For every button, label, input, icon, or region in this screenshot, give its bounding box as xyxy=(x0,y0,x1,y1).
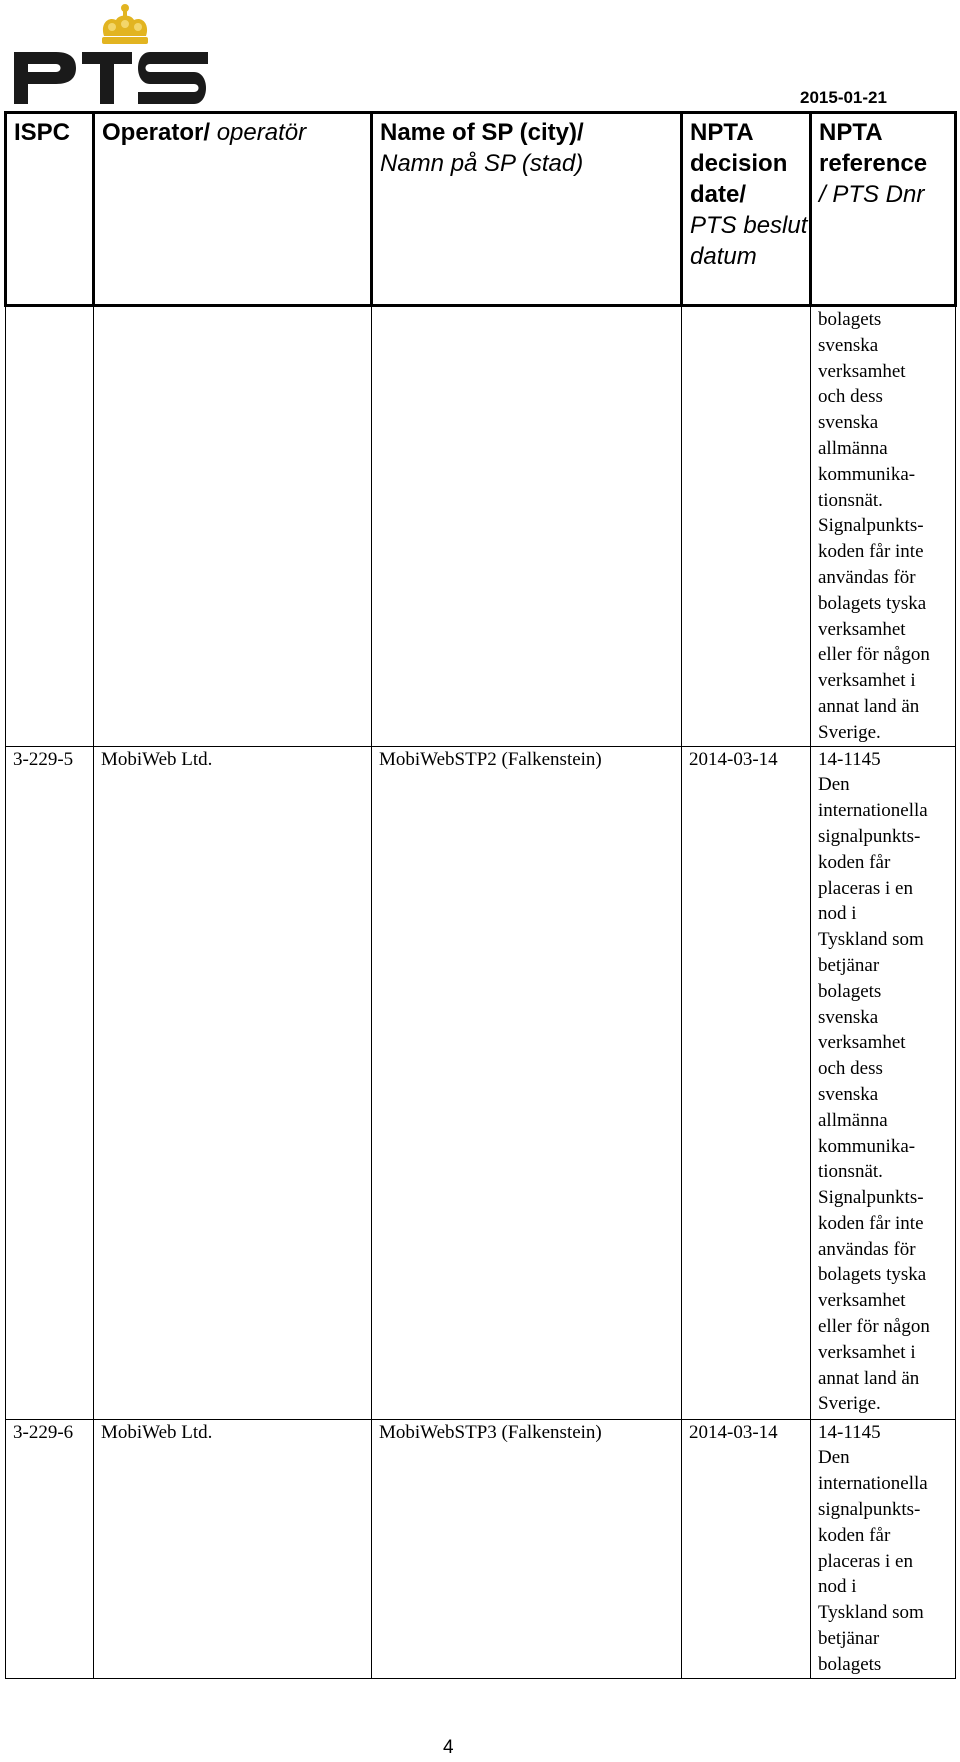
document-date: 2015-01-21 xyxy=(800,88,887,107)
table-row xyxy=(6,746,956,1419)
reference-line: koden får inte xyxy=(818,1212,924,1234)
reference-line: nod i xyxy=(818,903,857,925)
reference-line: tionsnät. xyxy=(818,489,883,511)
reference-line: eller för någon xyxy=(818,1316,930,1338)
reference-line: verksamhet i xyxy=(818,670,916,692)
reference-line: verksamhet xyxy=(818,360,906,382)
reference-line: svenska xyxy=(818,412,879,434)
reference-line: betjänar xyxy=(818,954,880,976)
decision-date-cell xyxy=(682,306,811,747)
column-header-operator: Operator/ operatör xyxy=(94,113,372,306)
reference-cell xyxy=(811,746,956,1419)
ispc-cell: 3-229-5 xyxy=(6,746,94,1419)
ispc-cell xyxy=(6,306,94,747)
reference-line: internationella xyxy=(818,1473,928,1495)
reference-line: användas för xyxy=(818,1238,916,1260)
reference-line: annat land än xyxy=(818,1367,920,1389)
reference-line: allmänna xyxy=(818,437,888,459)
reference-line: 14-1145 xyxy=(818,1421,881,1443)
reference-line: annat land än xyxy=(818,695,920,717)
reference-line: svenska xyxy=(818,334,879,356)
reference-line: signalpunkts- xyxy=(818,1498,921,1520)
reference-line: Tyskland som xyxy=(818,1602,924,1624)
column-header-sp-name: Name of SP (city)/ Namn på SP (stad) xyxy=(372,113,682,306)
reference-line: Signalpunkts- xyxy=(818,1187,924,1209)
reference-line: koden får xyxy=(818,851,891,873)
reference-line: placeras i en xyxy=(818,1550,913,1572)
ispc-cell: 3-229-6 xyxy=(6,1419,94,1678)
reference-line: verksamhet xyxy=(818,1032,906,1054)
reference-line: betjänar xyxy=(818,1627,880,1649)
reference-line: bolagets tyska xyxy=(818,592,927,614)
column-header-decision-date: NPTA decision date/ PTS beslut datum xyxy=(682,113,811,306)
operator-cell: MobiWeb Ltd. xyxy=(94,1419,372,1678)
reference-line: kommunika- xyxy=(818,1135,916,1157)
decision-date-cell: 2014-03-14 xyxy=(682,1419,811,1678)
ispc-table xyxy=(4,111,957,1679)
column-header-ispc: ISPC xyxy=(6,113,94,306)
reference-line: koden får inte xyxy=(818,541,924,563)
table-header-row xyxy=(6,113,956,306)
page-number: 4 xyxy=(443,1737,454,1758)
reference-line: nod i xyxy=(818,1576,857,1598)
reference-line: Signalpunkts- xyxy=(818,515,924,537)
reference-line: verksamhet xyxy=(818,1290,906,1312)
reference-line: verksamhet i xyxy=(818,1341,916,1363)
reference-line: svenska xyxy=(818,1083,879,1105)
pts-crown-logo-icon xyxy=(12,2,210,108)
reference-line: verksamhet xyxy=(818,618,906,640)
sp-name-cell: MobiWebSTP2 (Falkenstein) xyxy=(372,746,682,1419)
table-body xyxy=(6,306,956,1679)
reference-cell xyxy=(811,306,956,747)
operator-cell xyxy=(94,306,372,747)
reference-line: bolagets xyxy=(818,309,882,330)
reference-line: 14-1145 xyxy=(818,748,881,770)
reference-line: och dess xyxy=(818,1058,883,1080)
reference-line: Tyskland som xyxy=(818,929,924,951)
reference-line: allmänna xyxy=(818,1109,888,1131)
sp-name-cell xyxy=(372,306,682,747)
reference-line: internationella xyxy=(818,800,928,822)
table-row xyxy=(6,306,956,747)
reference-line: eller för någon xyxy=(818,644,930,666)
reference-line: koden får xyxy=(818,1524,891,1546)
reference-line: bolagets xyxy=(818,1653,882,1675)
reference-line: bolagets tyska xyxy=(818,1264,927,1286)
reference-line: Den xyxy=(818,1447,850,1469)
reference-line: placeras i en xyxy=(818,877,913,899)
decision-date-cell: 2014-03-14 xyxy=(682,746,811,1419)
reference-line: bolagets xyxy=(818,980,882,1002)
reference-line: tionsnät. xyxy=(818,1161,883,1183)
reference-line: användas för xyxy=(818,566,916,588)
table-row xyxy=(6,1419,956,1678)
reference-line: Sverige. xyxy=(818,721,881,743)
reference-line: Sverige. xyxy=(818,1393,881,1415)
operator-cell: MobiWeb Ltd. xyxy=(94,746,372,1419)
reference-line: svenska xyxy=(818,1006,879,1028)
sp-name-cell: MobiWebSTP3 (Falkenstein) xyxy=(372,1419,682,1678)
reference-line: Den xyxy=(818,774,850,796)
reference-line: signalpunkts- xyxy=(818,825,921,847)
reference-cell xyxy=(811,1419,956,1678)
reference-line: kommunika- xyxy=(818,463,916,485)
pts-logo xyxy=(12,2,210,108)
column-header-reference: NPTA reference / PTS Dnr xyxy=(811,113,956,306)
reference-line: och dess xyxy=(818,386,883,408)
